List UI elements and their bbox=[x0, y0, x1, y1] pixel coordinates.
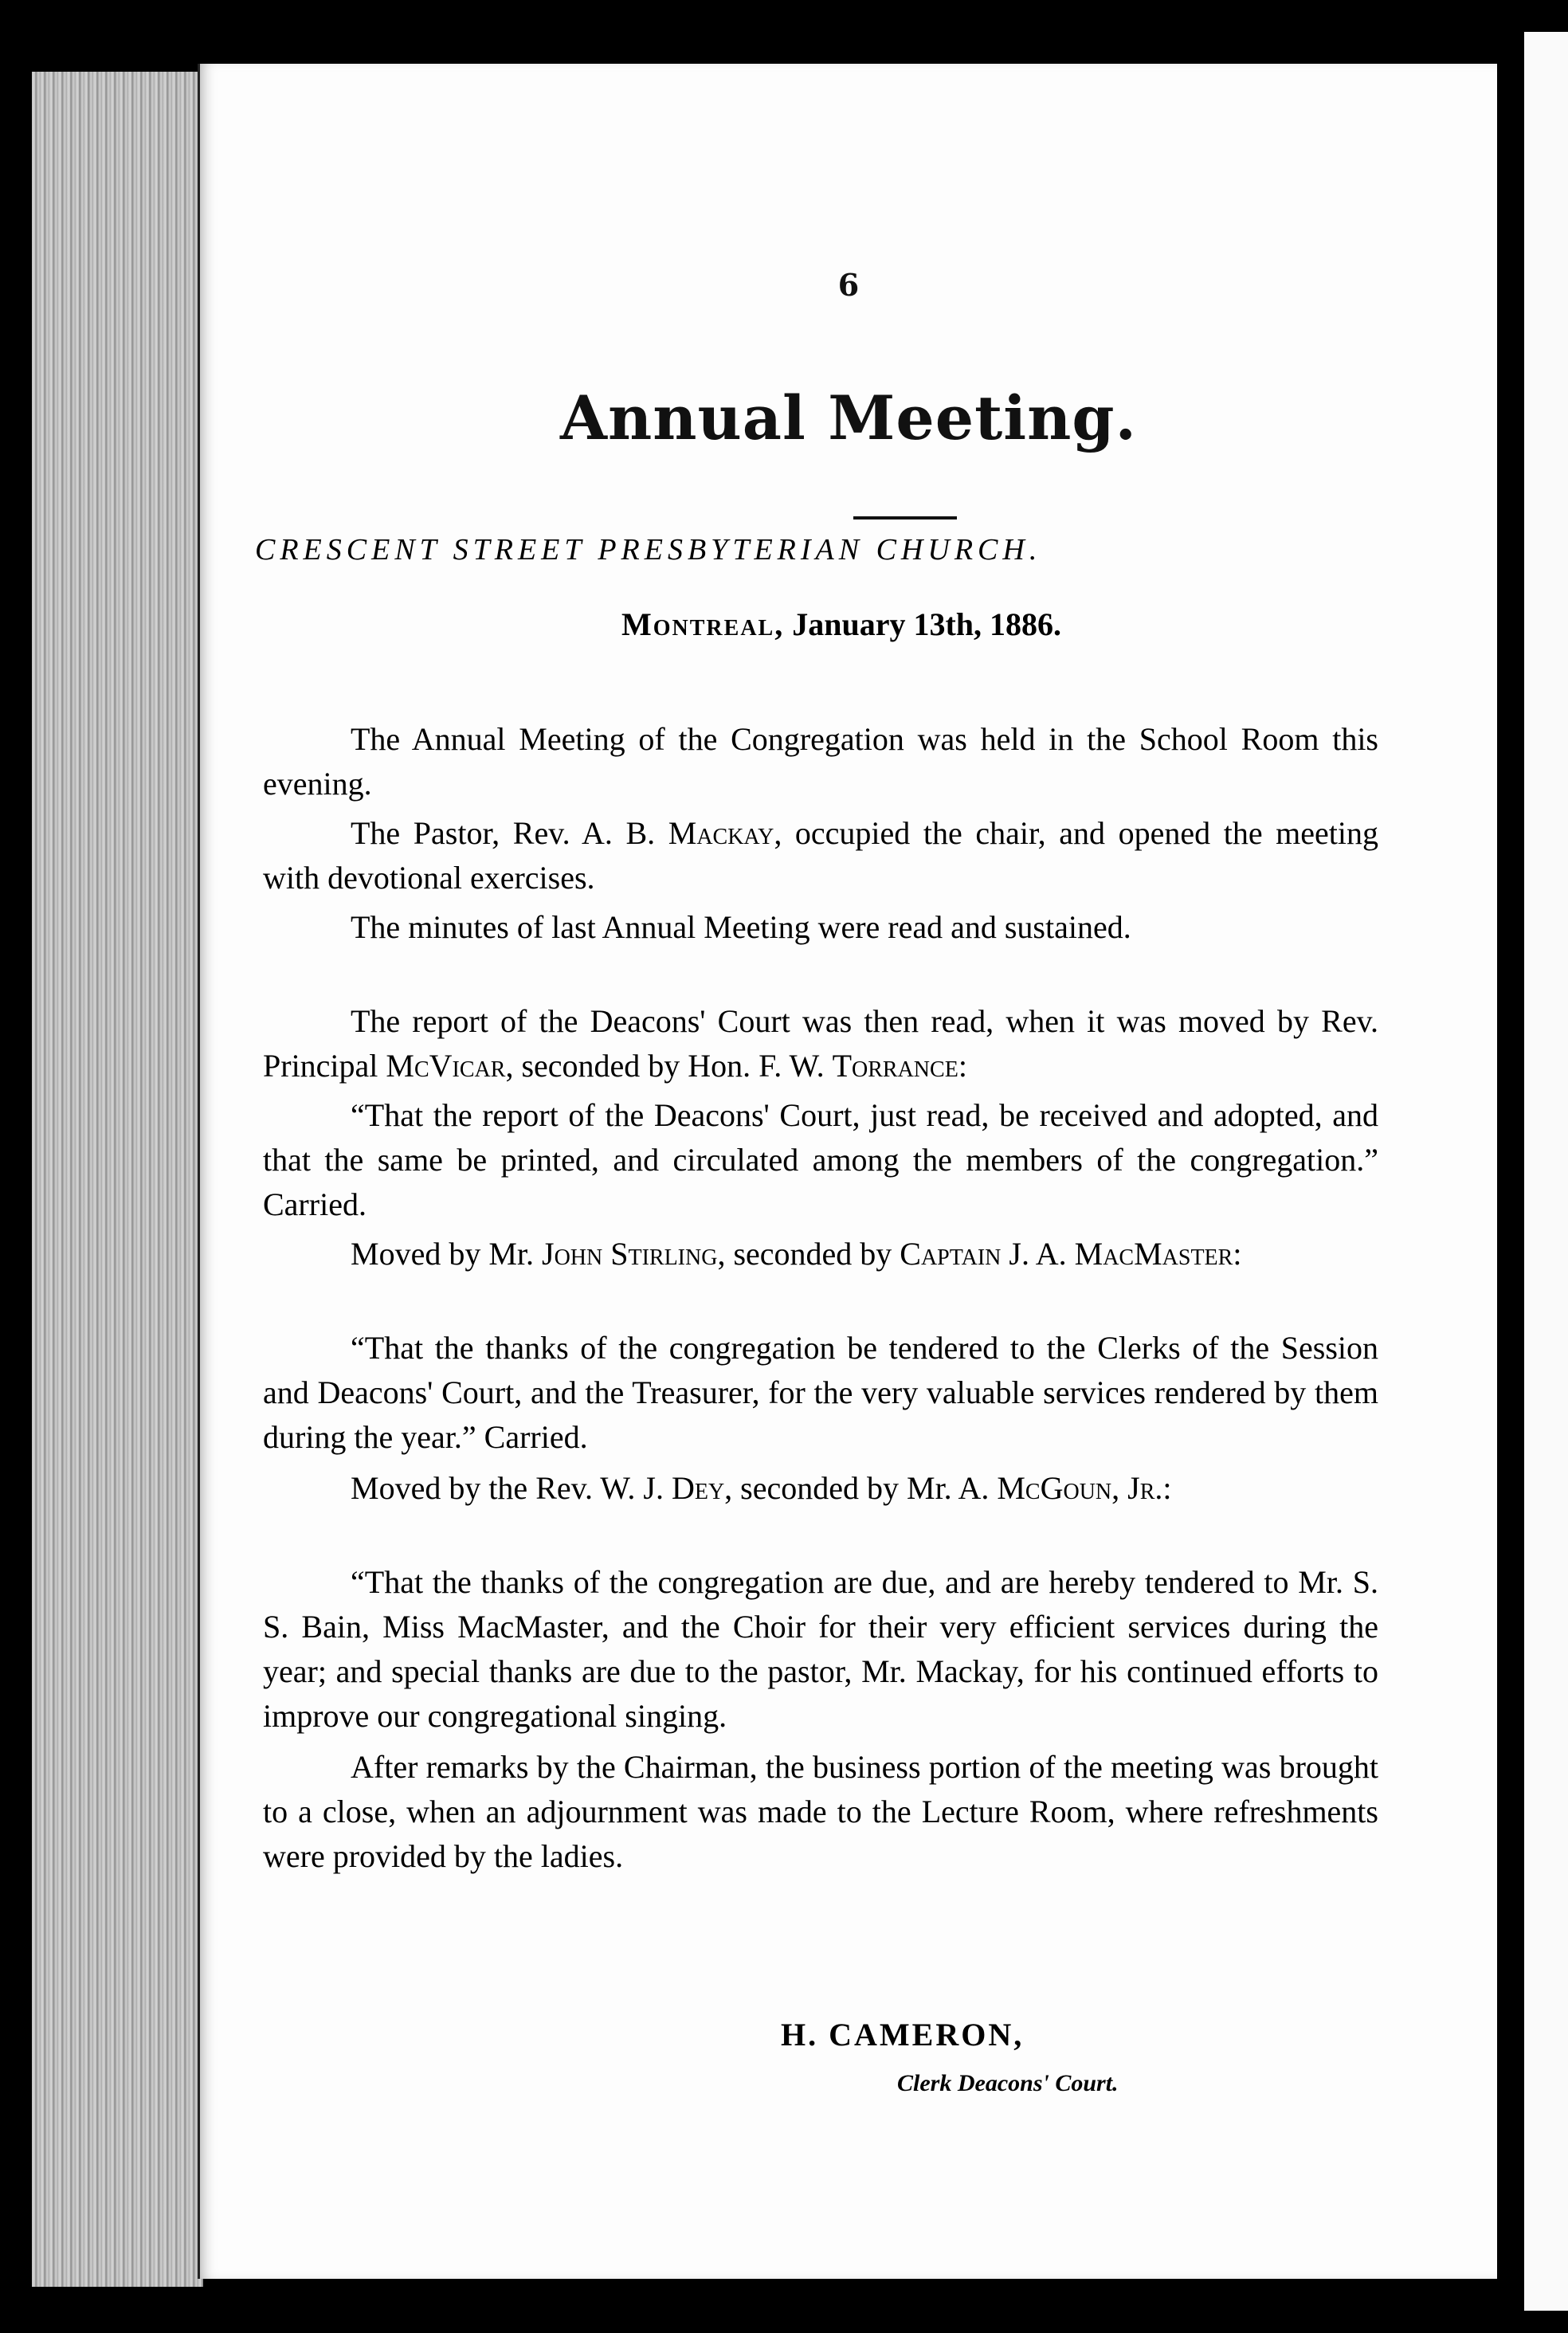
dateline bbox=[621, 606, 1061, 643]
paragraph-1 bbox=[263, 717, 1378, 806]
paragraph-text: The minutes of last Annual Meeting were read and sustained. bbox=[351, 909, 1131, 945]
paragraph-text: After remarks by the Chairman, the business portion of the meeting was brought to a close, when an adjournment was made to the Lecture Room, where refreshments were provided by the ladies. bbox=[263, 1749, 1378, 1874]
paragraph-10 bbox=[263, 1745, 1378, 1879]
paragraph-text: The Pastor, Rev. A. B. bbox=[351, 815, 668, 851]
paragraph-text: The Annual Meeting of the Congregation was held in the School Room this evening. bbox=[263, 721, 1378, 802]
paragraph-text: The report of the Deacons' Court was then read, when it was moved by Rev. Principal bbox=[263, 1003, 1378, 1084]
person-name: Captain J. A. MacMaster bbox=[900, 1236, 1233, 1272]
paragraph-text: Moved by the Rev. W. J. bbox=[351, 1470, 672, 1506]
next-page-edge bbox=[1524, 32, 1568, 2311]
signature-title: Clerk Deacons' Court. bbox=[897, 2070, 1119, 2096]
signature-name: H. CAMERON, bbox=[781, 2017, 1025, 2053]
paragraph-8 bbox=[263, 1466, 1378, 1511]
person-name: McVicar bbox=[386, 1048, 506, 1084]
resolution-text: “That the thanks of the congregation be tendered to the Clerks of the Session and Deacons' Court, and the Treasurer, for the very valuable services rendered by them during the year.” Carried. bbox=[263, 1330, 1378, 1455]
right-gutter bbox=[1494, 0, 1524, 2333]
paragraph-4 bbox=[263, 999, 1378, 1088]
book-page-edges bbox=[32, 72, 203, 2287]
dateline-place: Montreal, bbox=[621, 606, 785, 642]
paragraph-2 bbox=[263, 811, 1378, 900]
heading-rule bbox=[853, 516, 957, 520]
resolution-text: “That the thanks of the congregation are due, and are hereby tendered to Mr. S. S. Bain, Miss MacMaster, and the Choir for their very efficient services during the year; and special thanks are due to the pastor, Mr. Mackay, for his continued efforts to improve our congregational singing. bbox=[263, 1564, 1378, 1734]
paragraph-text: : bbox=[958, 1048, 967, 1084]
paragraph-9 bbox=[263, 1560, 1378, 1739]
paragraph-7 bbox=[263, 1326, 1378, 1460]
paragraph-5 bbox=[263, 1093, 1378, 1227]
paragraph-text: , seconded by Mr. A. bbox=[724, 1470, 998, 1506]
page-number: 6 bbox=[837, 267, 860, 303]
paragraph-text: : bbox=[1162, 1470, 1172, 1506]
person-name: McGoun, Jr. bbox=[997, 1470, 1163, 1506]
church-name: CRESCENT STREET PRESBYTERIAN CHURCH. bbox=[255, 533, 1042, 567]
person-name: Torrance bbox=[832, 1048, 958, 1084]
paragraph-text: Moved by Mr. bbox=[351, 1236, 542, 1272]
paragraph-text: , seconded by Hon. F. W. bbox=[505, 1048, 833, 1084]
paragraph-6 bbox=[263, 1232, 1378, 1276]
resolution-text: “That the report of the Deacons' Court, just read, be received and adopted, and that the same be printed, and circulated among the members of the congregation.” Carried. bbox=[263, 1097, 1378, 1222]
person-name: John Stirling bbox=[542, 1236, 718, 1272]
person-name: Dey bbox=[671, 1470, 725, 1506]
paragraph-3 bbox=[263, 905, 1378, 950]
paragraph-text: , seconded by bbox=[717, 1236, 900, 1272]
dateline-date: January 13th, 1886. bbox=[792, 606, 1062, 642]
page-heading: Annual Meeting. bbox=[560, 382, 1137, 453]
person-name: Mackay bbox=[668, 815, 774, 851]
paragraph-text: : bbox=[1233, 1236, 1242, 1272]
paragraph-text: , occupied the chair, and opened the meeting with devotional exercises. bbox=[263, 815, 1379, 896]
